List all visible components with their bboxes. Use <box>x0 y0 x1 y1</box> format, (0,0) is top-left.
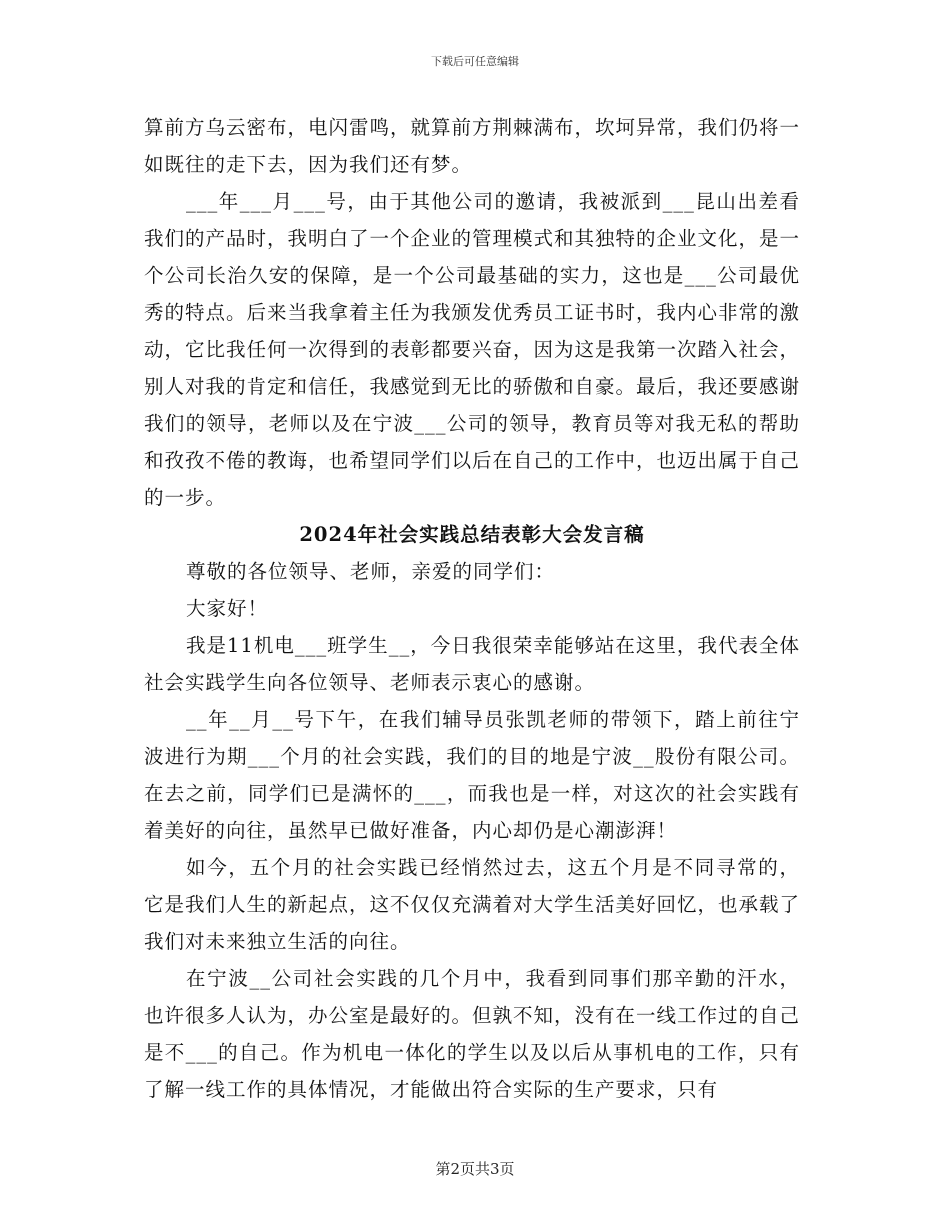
paragraph-5: 如今，五个月的社会实践已经悄然过去，这五个月是不同寻常的，它是我们人生的新起点，这不仅仅充满着对大学生活美好回忆，也承载了我们对未来独立生活的向往。 <box>144 856 801 953</box>
paragraph-6: 在宁波__公司社会实践的几个月中，我看到同事们那辛勤的汗水，也许很多人认为，办公室是最好的。但孰不知，没有在一线工作过的自己是不___的自己。作为机电一体化的学生以及以后从事机电的工作，只有了解一线工作的具体情况，才能做出符合实际的生产要求，只有 <box>144 967 801 1101</box>
paragraph-4: __年__月__号下午，在我们辅导员张凯老师的带领下，踏上前往宁波进行为期___个月的社会实践，我们的目的地是宁波__股份有限公司。在去之前，同学们已是满怀的___，而我也是一样，对这次的社会实践有着美好的向往，虽然早已做好准备，内心却仍是心潮澎湃！ <box>144 708 800 842</box>
page-footer: 第2页共3页 <box>435 1160 515 1178</box>
paragraph-3: 我是11机电___班学生__，今日我很荣幸能够站在这里，我代表全体社会实践学生向各位领导、老师表示衷心的感谢。 <box>144 634 800 694</box>
document-body <box>144 109 800 1108</box>
page-header: 下载后可任意编辑 <box>431 55 519 68</box>
greeting: 大家好！ <box>186 597 269 620</box>
paragraph-2: ___年___月___号，由于其他公司的邀请，我被派到___昆山出差看我们的产品时，我明白了一个企业的管理模式和其独特的企业文化，是一个公司长治久安的保障，是一个公司最基础的实力，这也是___公司最优秀的特点。后来当我拿着主任为我颁发优秀员工证书时，我内心非常的激动，它比我任何一次得到的表彰都要兴奋，因为这是我第一次踏入社会，别人对我的肯定和信任，我感觉到无比的骄傲和自豪。最后，我还要感谢我们的领导，老师以及在宁波___公司的领导，教育员等对我无私的帮助和孜孜不倦的教诲，也希望同学们以后在自己的工作中，也迈出属于自己的一步。 <box>144 190 801 509</box>
section-title: 2024年社会实践总结表彰大会发言稿 <box>299 523 645 546</box>
salutation: 尊敬的各位领导、老师，亲爱的同学们： <box>186 560 556 583</box>
paragraph-1: 算前方乌云密布，电闪雷鸣，就算前方荆棘满布，坎坷异常，我们仍将一如既往的走下去，因为我们还有梦。 <box>144 116 801 176</box>
